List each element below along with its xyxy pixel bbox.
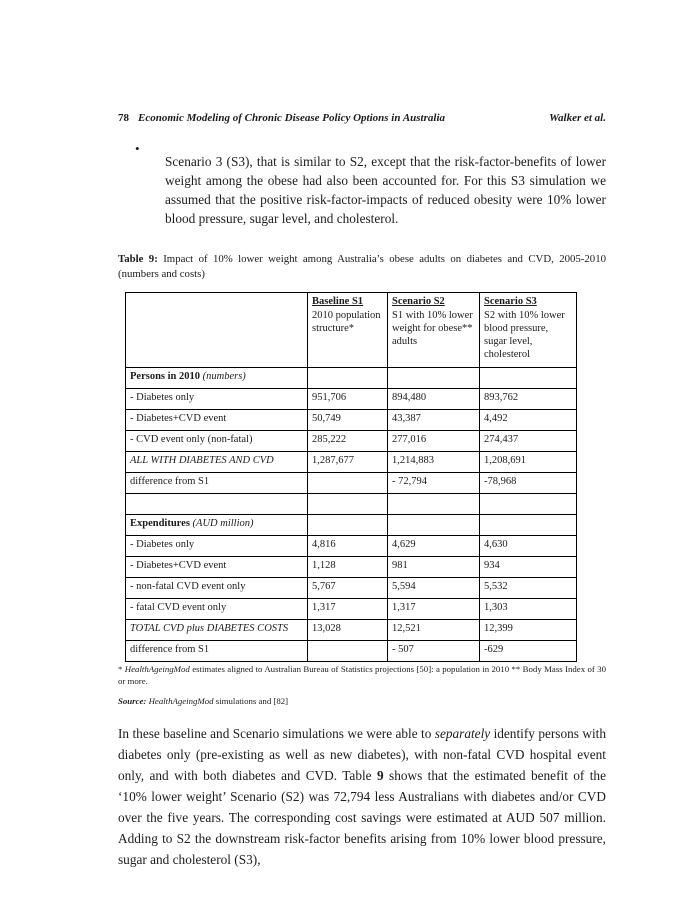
column-title: Scenario S2 bbox=[392, 296, 445, 308]
cell-scenario-s2 bbox=[388, 515, 480, 536]
section-suffix: (numbers) bbox=[202, 371, 246, 383]
running-title: Economic Modeling of Chronic Disease Policy Options in Australia bbox=[138, 112, 446, 124]
table-header-row bbox=[126, 293, 577, 368]
row-label: - CVD event only (non-fatal) bbox=[126, 431, 308, 452]
table-row-total-costs bbox=[126, 620, 577, 641]
column-header-scenario-s3 bbox=[480, 293, 577, 368]
cell-baseline-s1: 951,706 bbox=[308, 389, 388, 410]
table-row bbox=[126, 557, 577, 578]
caption-label: Table 9: bbox=[118, 252, 158, 265]
table-row-difference bbox=[126, 473, 577, 494]
cell-scenario-s2: - 507 bbox=[388, 641, 480, 662]
footnote-model-name: HealthAgeingMod bbox=[124, 664, 190, 675]
cell-scenario-s3: 274,437 bbox=[480, 431, 577, 452]
page-content bbox=[118, 112, 606, 883]
footnote-asterisk bbox=[118, 664, 606, 687]
table-row bbox=[126, 389, 577, 410]
row-label: - Diabetes+CVD event bbox=[126, 410, 308, 431]
table-row-spacer bbox=[126, 494, 577, 515]
body-paragraph bbox=[118, 723, 606, 870]
cell-baseline-s1: 5,767 bbox=[308, 578, 388, 599]
cell-scenario-s2: 5,594 bbox=[388, 578, 480, 599]
paragraph-text: shows that the estimated benefit of the ‘10% lower weight’ Scenario (S2) was 72,794 less Australians with diabetes and/or CVD over the five years. The corresponding cost savings were estimated at AUD 507 million. Adding to S2 the downstream risk-factor benefits arising from 10% lower blood pressure, sugar and cholesterol (S3), bbox=[118, 767, 606, 867]
row-label: - Diabetes only bbox=[126, 389, 308, 410]
cell-scenario-s3 bbox=[480, 494, 577, 515]
row-label bbox=[126, 368, 308, 389]
cell-baseline-s1 bbox=[308, 494, 388, 515]
cell-baseline-s1: 1,317 bbox=[308, 599, 388, 620]
cell-baseline-s1 bbox=[308, 641, 388, 662]
column-subtitle: S1 with 10% lower weight for obese** adults bbox=[392, 310, 473, 348]
cell-scenario-s2: 1,317 bbox=[388, 599, 480, 620]
row-label: - Diabetes only bbox=[126, 536, 308, 557]
table-row bbox=[126, 536, 577, 557]
column-title: Baseline S1 bbox=[312, 296, 364, 308]
row-label: difference from S1 bbox=[126, 641, 308, 662]
cell-scenario-s2: 4,629 bbox=[388, 536, 480, 557]
cell-baseline-s1: 1,128 bbox=[308, 557, 388, 578]
row-label bbox=[126, 515, 308, 536]
table-body bbox=[126, 368, 577, 662]
table-row-difference bbox=[126, 641, 577, 662]
table-row bbox=[126, 578, 577, 599]
column-subtitle: 2010 population structure* bbox=[312, 310, 381, 335]
column-header-scenario-s2 bbox=[388, 293, 480, 368]
table-row-section-persons bbox=[126, 368, 577, 389]
bullet-icon: • bbox=[135, 141, 140, 156]
column-title: Scenario S3 bbox=[484, 296, 537, 308]
cell-scenario-s3: 1,208,691 bbox=[480, 452, 577, 473]
table-header bbox=[126, 293, 577, 368]
row-label bbox=[126, 494, 308, 515]
cell-baseline-s1: 4,816 bbox=[308, 536, 388, 557]
table-row bbox=[126, 410, 577, 431]
cell-baseline-s1: 285,222 bbox=[308, 431, 388, 452]
source-label: Source: bbox=[118, 696, 147, 707]
table-caption bbox=[118, 252, 606, 282]
cell-scenario-s3: 893,762 bbox=[480, 389, 577, 410]
source-model-name: HealthAgeingMod bbox=[148, 696, 214, 707]
cell-scenario-s2 bbox=[388, 368, 480, 389]
running-head bbox=[118, 112, 606, 124]
cell-scenario-s2: - 72,794 bbox=[388, 473, 480, 494]
footnote-source bbox=[118, 696, 606, 708]
cell-baseline-s1: 13,028 bbox=[308, 620, 388, 641]
footnote-marker: * bbox=[118, 664, 123, 675]
cell-baseline-s1 bbox=[308, 368, 388, 389]
bullet-text: Scenario 3 (S3), that is similar to S2, except that the risk-factor-benefits of lower weight among the obese had also been accounted for. For this S3 simulation we assumed that the positive risk-factor-impacts of reduced obesity were 10% lower blood pressure, sugar level, and cholesterol. bbox=[165, 154, 606, 227]
paragraph-text: identify persons with diabetes only (pre-existing as well as new diabetes), with non-fatal CVD hospital event only, and with both diabetes and CVD. Table bbox=[118, 725, 606, 783]
table-row-section-expenditures bbox=[126, 515, 577, 536]
page-number: 78 bbox=[118, 112, 129, 124]
cell-scenario-s3: 1,303 bbox=[480, 599, 577, 620]
author-name: Walker et al. bbox=[549, 112, 606, 124]
cell-scenario-s3: 934 bbox=[480, 557, 577, 578]
cell-scenario-s2: 1,214,883 bbox=[388, 452, 480, 473]
caption-text: Impact of 10% lower weight among Australia’s obese adults on diabetes and CVD, 2005-2010 (numbers and costs) bbox=[118, 252, 606, 280]
section-suffix: (AUD million) bbox=[192, 518, 254, 530]
cell-scenario-s3: 5,532 bbox=[480, 578, 577, 599]
cell-scenario-s3 bbox=[480, 515, 577, 536]
table-row-total-persons bbox=[126, 452, 577, 473]
cell-scenario-s2: 12,521 bbox=[388, 620, 480, 641]
cell-scenario-s2: 894,480 bbox=[388, 389, 480, 410]
row-label: - fatal CVD event only bbox=[126, 599, 308, 620]
cell-baseline-s1 bbox=[308, 515, 388, 536]
column-header-empty bbox=[126, 293, 308, 368]
table-row bbox=[126, 599, 577, 620]
source-text: simulations and [82] bbox=[215, 696, 289, 707]
cell-scenario-s3: 12,399 bbox=[480, 620, 577, 641]
cell-scenario-s3: -629 bbox=[480, 641, 577, 662]
paragraph-bold-ref: 9 bbox=[376, 767, 384, 783]
section-label: Expenditures bbox=[130, 518, 190, 530]
row-label: - non-fatal CVD event only bbox=[126, 578, 308, 599]
paragraph-text: In these baseline and Scenario simulations we were able to bbox=[118, 725, 435, 741]
row-label: ALL WITH DIABETES AND CVD bbox=[126, 452, 308, 473]
cell-scenario-s2 bbox=[388, 494, 480, 515]
cell-baseline-s1: 1,287,677 bbox=[308, 452, 388, 473]
row-label: TOTAL CVD plus DIABETES COSTS bbox=[126, 620, 308, 641]
cell-scenario-s2: 277,016 bbox=[388, 431, 480, 452]
running-head-left bbox=[118, 112, 445, 124]
cell-baseline-s1: 50,749 bbox=[308, 410, 388, 431]
column-header-baseline-s1 bbox=[308, 293, 388, 368]
cell-scenario-s3: -78,968 bbox=[480, 473, 577, 494]
cell-scenario-s2: 43,387 bbox=[388, 410, 480, 431]
row-label: difference from S1 bbox=[126, 473, 308, 494]
cell-baseline-s1 bbox=[308, 473, 388, 494]
cell-scenario-s3 bbox=[480, 368, 577, 389]
column-subtitle: S2 with 10% lower blood pressure, sugar level, cholesterol bbox=[484, 310, 565, 361]
cell-scenario-s2: 981 bbox=[388, 557, 480, 578]
cell-scenario-s3: 4,630 bbox=[480, 536, 577, 557]
cell-scenario-s3: 4,492 bbox=[480, 410, 577, 431]
table-row bbox=[126, 431, 577, 452]
bullet-item bbox=[135, 139, 606, 242]
row-label: - Diabetes+CVD event bbox=[126, 557, 308, 578]
footnote-text: estimates aligned to Australian Bureau of Statistics projections [50]: a population in 2010 ** Body Mass Index of 30 or more. bbox=[118, 664, 606, 686]
section-label: Persons in 2010 bbox=[130, 371, 201, 383]
table-9 bbox=[125, 292, 577, 662]
paragraph-italic-word: separately bbox=[434, 725, 491, 741]
